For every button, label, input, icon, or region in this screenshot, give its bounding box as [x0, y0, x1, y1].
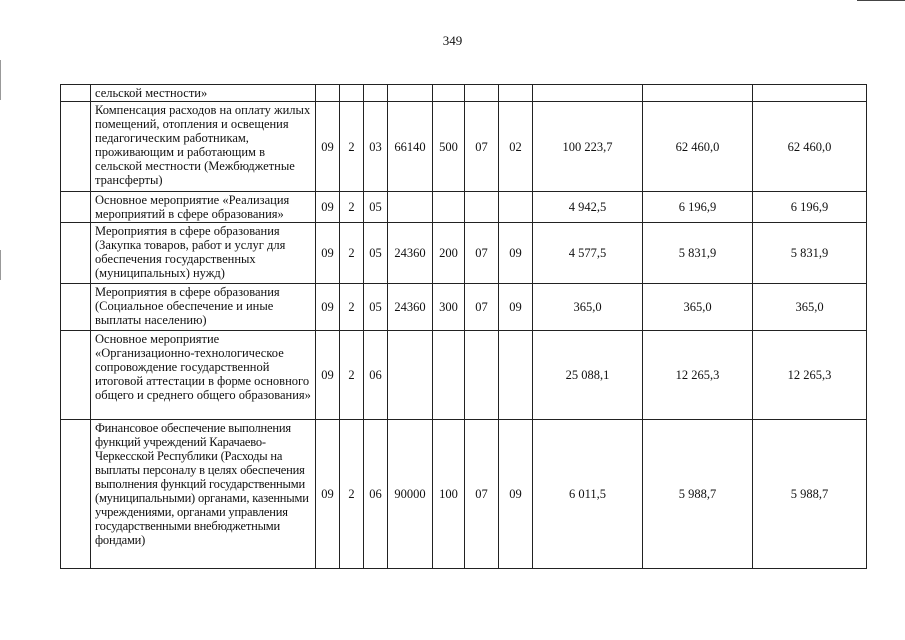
scan-edge-mark — [0, 250, 1, 280]
code-cell — [465, 192, 499, 223]
page-number: 349 — [442, 33, 463, 48]
code-cell: 09 — [316, 331, 340, 420]
amount-cell: 4 577,5 — [533, 223, 643, 284]
amount-cell: 6 196,9 — [753, 192, 867, 223]
code-cell: 03 — [364, 102, 388, 192]
blank-cell — [61, 85, 91, 102]
blank-cell — [61, 331, 91, 420]
code-cell: 2 — [340, 192, 364, 223]
code-cell: 06 — [364, 331, 388, 420]
amount-cell — [533, 85, 643, 102]
code-cell: 06 — [364, 420, 388, 569]
item-name: Основное мероприятие «Организационно-технологическое сопровождение государственной итоговой аттестации в форме основного общего и среднего общего образования» — [91, 331, 316, 420]
code-cell: 09 — [499, 223, 533, 284]
table-row — [61, 192, 867, 223]
code-cell: 09 — [316, 223, 340, 284]
code-cell: 07 — [465, 284, 499, 331]
amount-cell: 365,0 — [753, 284, 867, 331]
budget-table — [60, 84, 867, 569]
code-cell: 07 — [465, 223, 499, 284]
code-cell: 2 — [340, 331, 364, 420]
code-cell: 09 — [316, 420, 340, 569]
code-cell: 09 — [499, 284, 533, 331]
code-cell — [433, 331, 465, 420]
code-cell: 24360 — [388, 284, 433, 331]
code-cell: 24360 — [388, 223, 433, 284]
blank-cell — [61, 420, 91, 569]
amount-cell: 5 831,9 — [643, 223, 753, 284]
code-cell — [364, 85, 388, 102]
scan-edge-mark — [0, 60, 1, 100]
table-row — [61, 284, 867, 331]
code-cell: 07 — [465, 102, 499, 192]
blank-cell — [61, 102, 91, 192]
code-cell: 05 — [364, 192, 388, 223]
amount-cell: 5 988,7 — [753, 420, 867, 569]
amount-cell: 365,0 — [643, 284, 753, 331]
item-name: Основное мероприятие «Реализация мероприятий в сфере образования» — [91, 192, 316, 223]
code-cell — [388, 192, 433, 223]
scan-edge-line — [857, 0, 905, 1]
code-cell — [388, 331, 433, 420]
code-cell: 07 — [465, 420, 499, 569]
item-name: Мероприятия в сфере образования (Закупка товаров, работ и услуг для обеспечения государственных (муниципальных) нужд) — [91, 223, 316, 284]
code-cell — [388, 85, 433, 102]
code-cell — [499, 331, 533, 420]
item-name: Финансовое обеспечение выполнения функций учреждений Карачаево-Черкесской Республики (Расходы на выплаты персоналу в целях обеспечения выполнения функций государственными (муниципальными) органами, казенными учреждениями, органами управления государственными внебюджетными фондами) — [91, 420, 316, 569]
amount-cell: 12 265,3 — [643, 331, 753, 420]
blank-cell — [61, 192, 91, 223]
code-cell: 2 — [340, 420, 364, 569]
code-cell: 02 — [499, 102, 533, 192]
code-cell: 09 — [316, 102, 340, 192]
code-cell: 300 — [433, 284, 465, 331]
amount-cell: 4 942,5 — [533, 192, 643, 223]
table-row — [61, 85, 867, 102]
item-name: сельской местности» — [91, 85, 316, 102]
amount-cell: 12 265,3 — [753, 331, 867, 420]
amount-cell: 5 988,7 — [643, 420, 753, 569]
table-body — [61, 85, 867, 569]
code-cell: 100 — [433, 420, 465, 569]
amount-cell: 62 460,0 — [753, 102, 867, 192]
code-cell: 09 — [316, 284, 340, 331]
code-cell — [465, 331, 499, 420]
amount-cell — [753, 85, 867, 102]
code-cell: 05 — [364, 284, 388, 331]
amount-cell: 25 088,1 — [533, 331, 643, 420]
code-cell: 05 — [364, 223, 388, 284]
code-cell — [316, 85, 340, 102]
code-cell: 09 — [316, 192, 340, 223]
amount-cell: 365,0 — [533, 284, 643, 331]
code-cell — [433, 192, 465, 223]
code-cell — [499, 85, 533, 102]
amount-cell: 6 011,5 — [533, 420, 643, 569]
code-cell: 90000 — [388, 420, 433, 569]
code-cell: 200 — [433, 223, 465, 284]
table-row — [61, 331, 867, 420]
amount-cell — [643, 85, 753, 102]
code-cell: 66140 — [388, 102, 433, 192]
item-name: Мероприятия в сфере образования (Социальное обеспечение и иные выплаты населению) — [91, 284, 316, 331]
blank-cell — [61, 223, 91, 284]
code-cell — [465, 85, 499, 102]
code-cell — [340, 85, 364, 102]
code-cell: 09 — [499, 420, 533, 569]
blank-cell — [61, 284, 91, 331]
amount-cell: 5 831,9 — [753, 223, 867, 284]
code-cell — [433, 85, 465, 102]
amount-cell: 62 460,0 — [643, 102, 753, 192]
table-row — [61, 102, 867, 192]
code-cell: 2 — [340, 102, 364, 192]
amount-cell: 6 196,9 — [643, 192, 753, 223]
amount-cell: 100 223,7 — [533, 102, 643, 192]
table-row — [61, 420, 867, 569]
item-name: Компенсация расходов на оплату жилых помещений, отопления и освещения педагогическим работникам, проживающим и работающим в сельской местности (Межбюджетные трансферты) — [91, 102, 316, 192]
code-cell: 500 — [433, 102, 465, 192]
code-cell: 2 — [340, 284, 364, 331]
code-cell — [499, 192, 533, 223]
code-cell: 2 — [340, 223, 364, 284]
table-row — [61, 223, 867, 284]
